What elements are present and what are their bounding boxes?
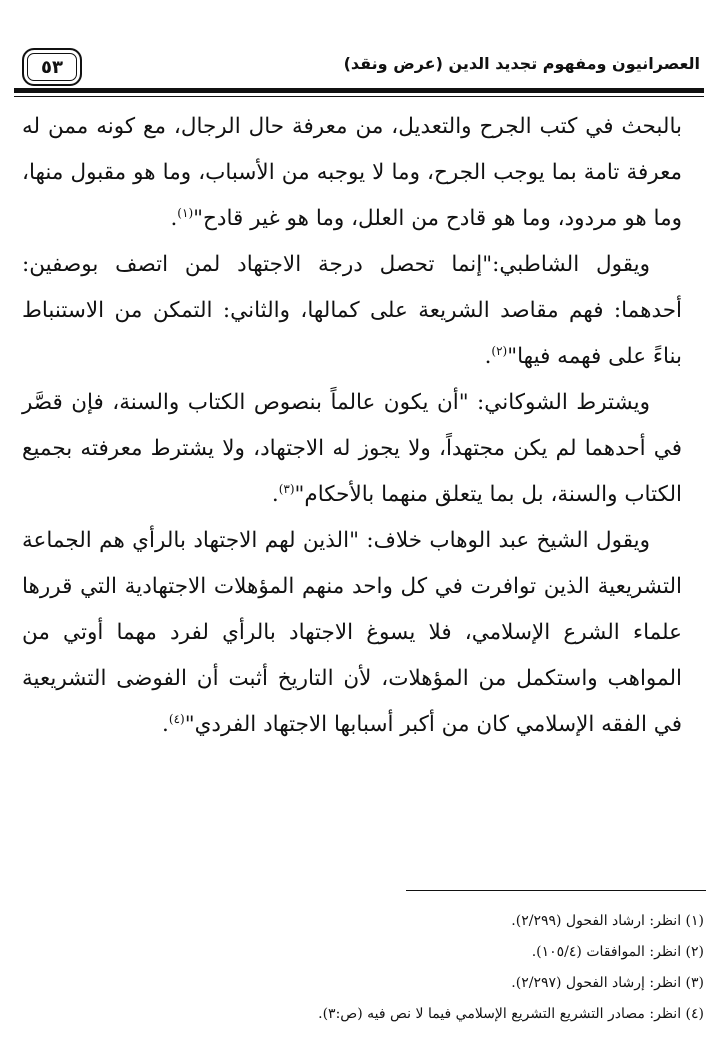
paragraph-2 <box>22 242 682 380</box>
footnote-4: (٤) انظر: مصادر التشريع التشريع الإسلامي فيما لا نص فيه (ص:٣). <box>318 1006 704 1022</box>
footnote-3: (٣) انظر: إرشاد الفحول (٢/٢٩٧). <box>511 975 704 991</box>
header-rule-thick <box>14 88 704 93</box>
footnote-marker-2: (٢) <box>491 343 508 358</box>
main-text <box>22 104 682 748</box>
page-number: ٥٣ <box>41 56 63 78</box>
paragraph-end: . <box>162 712 169 737</box>
footnote-marker-1: (١) <box>177 205 194 220</box>
page-header <box>14 44 702 88</box>
header-rule-thin <box>14 96 704 97</box>
footnote-1: (١) انظر: ارشاد الفحول (٢/٢٩٩). <box>511 913 704 929</box>
footnote-separator <box>406 890 706 891</box>
footnote-marker-4: (٤) <box>168 711 185 726</box>
paragraph-3 <box>22 380 682 518</box>
paragraph-text: ويقول الشيخ عبد الوهاب خلاف: "الذين لهم الاجتهاد بالرأي هم الجماعة التشريعية الذين توافرت في كل واحد منهم المؤهلات الاجتهادية التي قررها علماء الشرع الإسلامي، فلا يسوغ الاجتهاد بالرأي لفرد مهما أوتي من المواهب واستكمل من المؤهلات، لأن التاريخ أثبت أن الفوضى التشريعية في الفقه الإسلامي كان من أكبر أسبابها الاجتهاد الفردي" <box>22 528 682 737</box>
paragraph-4 <box>22 518 682 748</box>
paragraph-end: . <box>484 344 492 369</box>
footnote-marker-3: (٣) <box>278 481 295 496</box>
paragraph-text: ويشترط الشوكاني: "أن يكون عالماً بنصوص الكتاب والسنة، فإن قصَّر في أحدهما لم يكن مجتهداً، ولا يجوز له الاجتهاد، ولا يشترط معرفته بجميع الكتاب والسنة، بل بما يتعلق منهما بالأحكام" <box>22 390 682 507</box>
paragraph-end: . <box>271 482 279 507</box>
paragraph-1 <box>22 104 682 242</box>
page-number-box <box>22 48 82 86</box>
footnote-2: (٢) انظر: الموافقات (١٠٥/٤). <box>531 944 704 960</box>
paragraph-text: بالبحث في كتب الجرح والتعديل، من معرفة حال الرجال، مع كونه ممن له معرفة تامة بما يوجب الجرح، وما لا يوجبه من الأسباب، وما هو مقبول منها، وما هو مردود، وما هو قادح من العلل، وما هو غير قادح" <box>22 114 682 231</box>
paragraph-end: . <box>170 206 178 231</box>
footnotes <box>44 906 704 1030</box>
paragraph-text: ويقول الشاطبي:"إنما تحصل درجة الاجتهاد لمن اتصف بوصفين: أحدهما: فهم مقاصد الشريعة على كمالها، والثاني: التمكن من الاستنباط بناءً على فهمه فيها" <box>22 252 682 369</box>
running-title: العصرانيون ومفهوم تجديد الدين (عرض ونقد) <box>343 54 700 73</box>
